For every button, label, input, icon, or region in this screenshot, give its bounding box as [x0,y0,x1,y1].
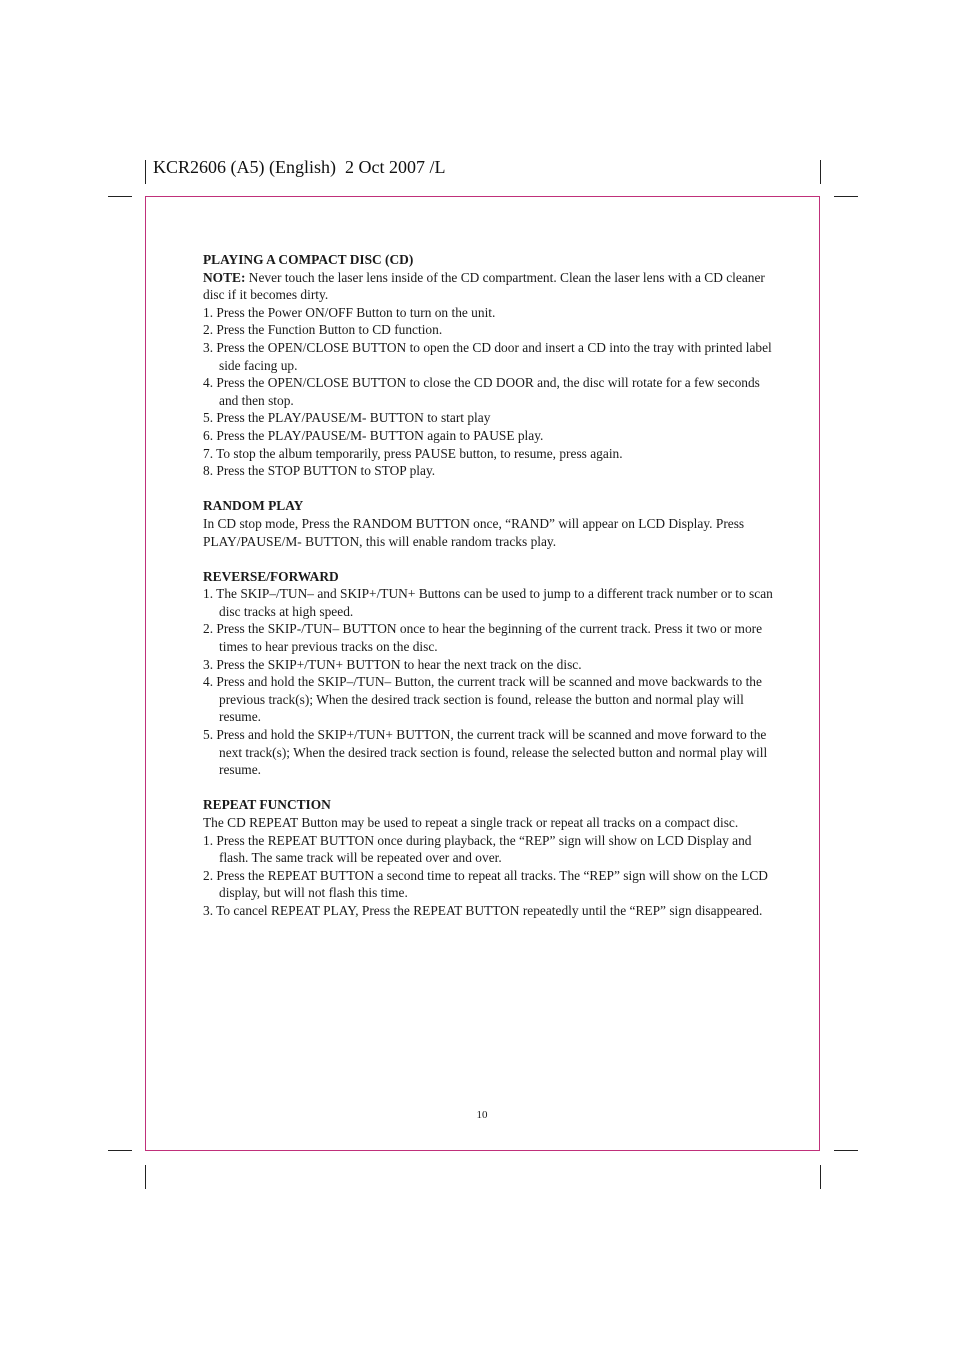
section-heading-playing-cd: PLAYING A COMPACT DISC (CD) [203,252,414,267]
reverse-forward-steps [203,585,773,779]
crop-mark-top-right-horizontal [834,196,858,197]
section-repeat-function [203,796,773,919]
crop-mark-bottom-left-vertical [145,1165,146,1189]
random-play-text: In CD stop mode, Press the RANDOM BUTTON once, “RAND” will appear on LCD Display. Press PLAY/PAUSE/M- BUTTON, this will enable random tracks play. [203,515,745,549]
list-item: 7. To stop the album temporarily, press PAUSE button, to resume, press again. [203,445,623,461]
section-reverse-forward [203,568,773,779]
note-text: Never touch the laser lens inside of the CD compartment. Clean the laser lens with a CD cleaner disc if it becomes dirty. [203,269,765,303]
crop-mark-top-left-vertical [145,160,146,184]
note-label: NOTE: [203,269,246,285]
crop-mark-bottom-right-vertical [820,1165,821,1189]
list-item: 3. To cancel REPEAT PLAY, Press the REPEAT BUTTON repeatedly until the “REP” sign disappeared. [203,902,763,918]
section-heading-random-play: RANDOM PLAY [203,498,304,514]
section-heading-repeat-function: REPEAT FUNCTION [203,797,331,813]
list-item: 2. Press the REPEAT BUTTON a second time to repeat all tracks. The “REP” sign will show on the LCD display, but will not flash this time. [203,867,768,901]
section-heading-reverse-forward: REVERSE/FORWARD [203,568,339,584]
page-number: 10 [476,1109,488,1121]
repeat-function-text: The CD REPEAT Button may be used to repeat a single track or repeat all tracks on a compact disc. [203,815,739,830]
note-paragraph [203,269,773,304]
list-item: 5. Press and hold the SKIP+/TUN+ BUTTON, the current track will be scanned and move forward to the next track(s); When the desired track section is found, release the selected button and normal play will resume. [203,727,768,778]
crop-mark-top-right-vertical [820,160,821,184]
crop-mark-bottom-right-horizontal [834,1150,858,1151]
list-item: 3. Press the OPEN/CLOSE BUTTON to open the CD door and insert a CD into the tray with printed label side facing up. [203,339,772,373]
crop-mark-bottom-left-horizontal [108,1150,132,1151]
repeat-function-steps [203,832,773,920]
list-item: 4. Press and hold the SKIP–/TUN– Button, the current track will be scanned and move backwards to the previous track(s); When the desired track section is found, release the button and normal play will resume. [203,674,762,725]
list-item: 1. The SKIP–/TUN– and SKIP+/TUN+ Buttons can be used to jump to a different track number or to scan disc tracks at high speed. [203,586,773,619]
section-playing-cd [203,251,773,480]
list-item: 2. Press the SKIP-/TUN– BUTTON once to hear the beginning of the current track. Press it two or more times to hear previous tracks on the disc. [203,621,763,655]
list-item: 3. Press the SKIP+/TUN+ BUTTON to hear the next track on the disc. [203,656,582,672]
page-content [203,251,773,937]
list-item: 1. Press the Power ON/OFF Button to turn on the unit. [203,304,496,320]
list-item: 1. Press the REPEAT BUTTON once during playback, the “REP” sign will show on LCD Display and flash. The same track will be repeated over and over. [203,832,752,866]
list-item: 5. Press the PLAY/PAUSE/M- BUTTON to start play [203,410,491,426]
playing-cd-steps [203,304,773,480]
list-item: 8. Press the STOP BUTTON to STOP play. [203,463,436,479]
document-header-title: KCR2606 (A5) (English) 2 Oct 2007 /L [153,157,446,177]
list-item: 2. Press the Function Button to CD function. [203,322,443,338]
section-random-play [203,497,773,550]
list-item: 4. Press the OPEN/CLOSE BUTTON to close the CD DOOR and, the disc will rotate for a few seconds and then stop. [203,375,760,408]
list-item: 6. Press the PLAY/PAUSE/M- BUTTON again to PAUSE play. [203,427,544,443]
crop-mark-top-left-horizontal [108,196,132,197]
